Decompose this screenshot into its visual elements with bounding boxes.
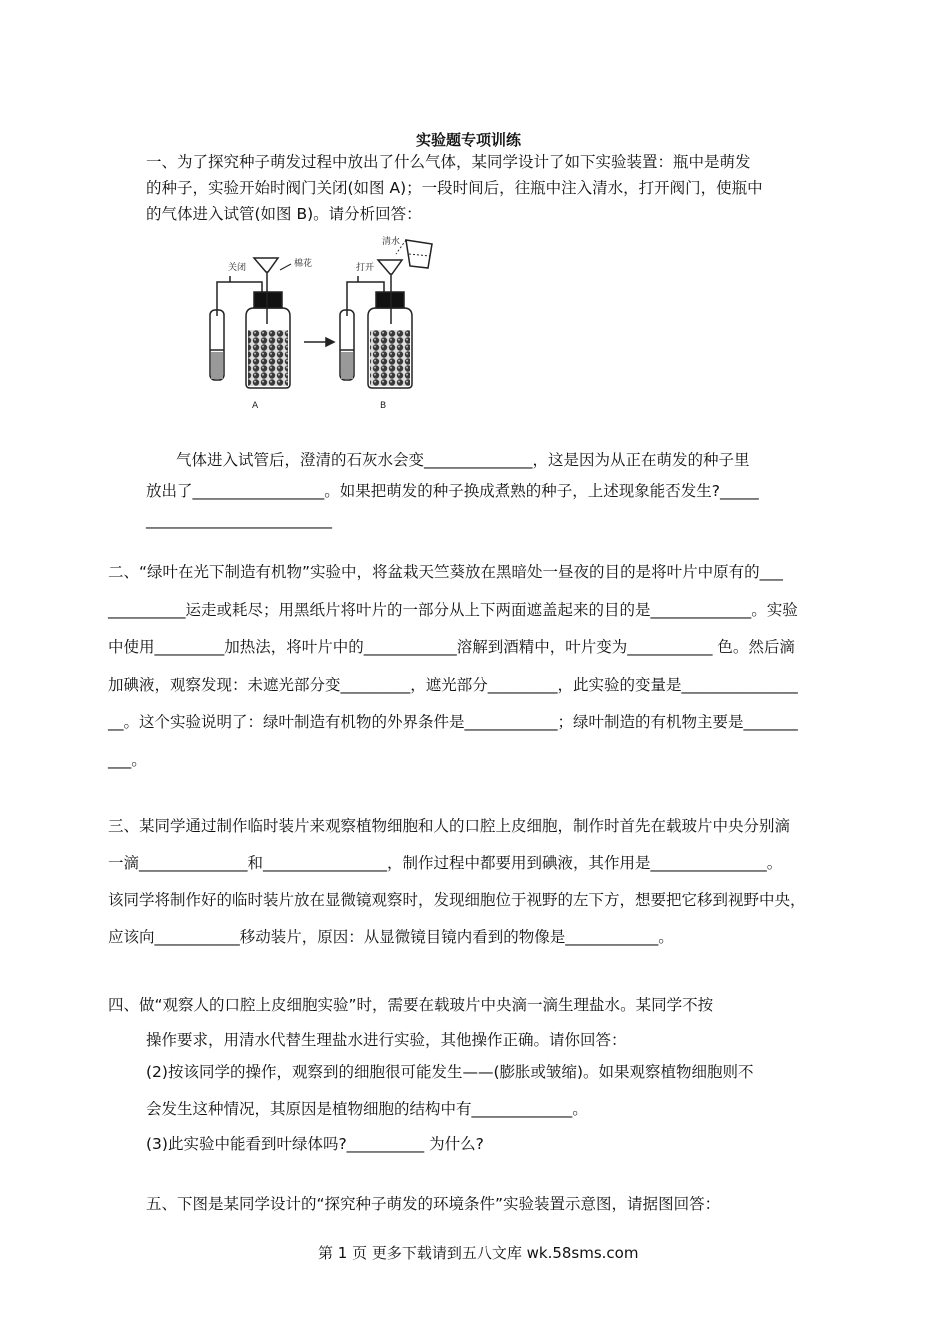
q4-line-2: 操作要求，用清水代替生理盐水进行实验，其他操作正确。请你回答： [146,1031,627,1049]
q1-line-2: 的种子，实验开始时阀门关闭(如图 A)；一段时间后，往瓶中注入清水，打开阀门，使瓶中 [146,179,763,197]
q3-line-4: 应该向___________移动装片，原因：从显微镜目镜内看到的物像是____________。 [108,928,674,946]
q3-line-1: 三、某同学通过制作临时装片来观察植物细胞和人的口腔上皮细胞，制作时首先在载玻片中央分别滴 [108,817,791,835]
q1-answer-line-3: ________________________ [146,511,332,529]
figure-label-close: 关闭 [228,263,247,273]
q4-line-5: (3)此实验中能看到叶绿体吗?__________ 为什么? [146,1135,484,1153]
q2-line-2: __________运走或耗尽；用黑纸片将叶片的一部分从上下两面遮盖起来的目的是_____________。实验 [108,601,798,619]
q2-line-4: 加碘液，观察发现：未遮光部分变_________，遮光部分_________，此实验的变量是_______________ [108,676,798,694]
q4-line-1: 四、做“观察人的口腔上皮细胞实验”时，需要在载玻片中央滴一滴生理盐水。某同学不按 [108,996,714,1014]
q4-line-3: (2)按该同学的操作，观察到的细胞很可能发生——(膨胀或皱缩)。如果观察植物细胞则不 [146,1063,754,1081]
q4-line-4: 会发生这种情况，其原因是植物细胞的结构中有_____________。 [146,1100,588,1118]
q3-line-3: 该同学将制作好的临时装片放在显微镜观察时，发现细胞位于视野的左下方，想要把它移到视野中央， [108,891,806,909]
figure-label-a: A [252,401,259,411]
figure-label-cotton: 棉花 [294,259,313,269]
q2-line-5: __。这个实验说明了：绿叶制造有机物的外界条件是____________；绿叶制造的有机物主要是_______ [108,713,798,731]
q1-answer-line-2: 放出了_________________。如果把萌发的种子换成煮熟的种子，上述现象能否发生?_____ [146,482,759,500]
q1-line-3: 的气体进入试管(如图 B)。请分析回答： [146,205,422,223]
figure-label-open: 打开 [356,263,375,273]
q2-line-1: 二、“绿叶在光下制造有机物”实验中，将盆栽天竺葵放在黑暗处一昼夜的目的是将叶片中原有的___ [108,563,783,581]
q3-line-2: 一滴______________和________________，制作过程中都要用到碘液，其作用是_______________。 [108,854,783,872]
page-title: 实验题专项训练 [416,131,522,149]
figure-label-water: 清水 [382,237,401,247]
figure-label-b: B [380,401,387,411]
page-footer: 第 1 页 更多下载请到五八文库 wk.58sms.com [318,1244,639,1262]
q2-line-6: ___。 [108,751,147,769]
q1-answer-line-1: 气体进入试管后，澄清的石灰水会变______________，这是因为从正在萌发的种子里 [176,451,750,469]
experiment-apparatus-figure [196,232,460,418]
q2-line-3: 中使用_________加热法，将叶片中的____________溶解到酒精中，叶片变为___________ 色。然后滴 [108,638,795,656]
q1-line-1: 一、为了探究种子萌发过程中放出了什么气体，某同学设计了如下实验装置：瓶中是萌发 [146,153,751,171]
q5-line-1: 五、下图是某同学设计的“探究种子萌发的环境条件”实验装置示意图，请据图回答： [146,1195,721,1213]
